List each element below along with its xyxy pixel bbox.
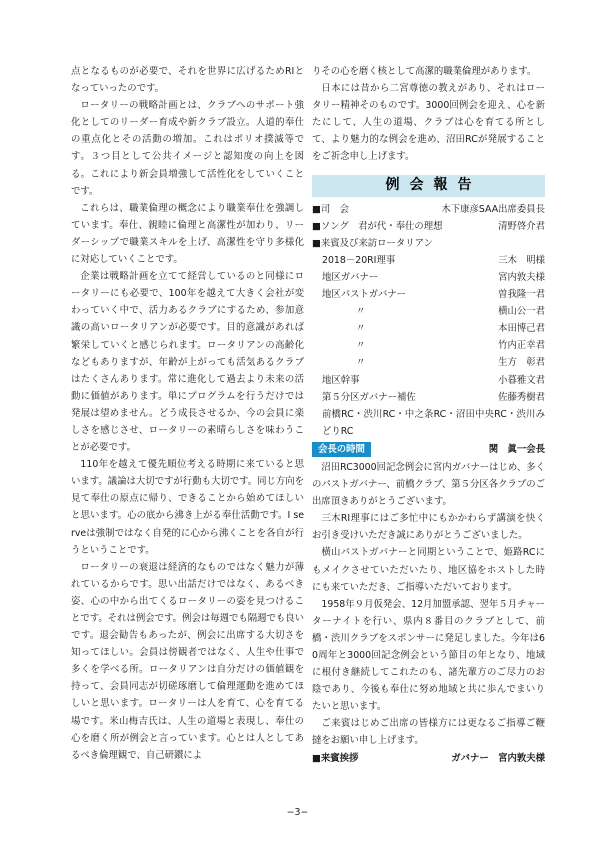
agenda-row — [312, 235, 545, 252]
guest-name: 佐藤秀樹君 — [498, 391, 545, 403]
guest-greeting-speaker: ガバナー 宮内敦夫様 — [451, 752, 545, 764]
banner-title: 例会報告 — [385, 177, 482, 194]
agenda-value: 清野啓介君 — [498, 220, 545, 232]
guest-row — [312, 337, 545, 354]
agenda-label: ■来賓及び来訪ロータリアン — [312, 237, 433, 249]
president-speech — [312, 459, 545, 750]
president-time-label: 会長の時間 — [312, 442, 371, 457]
guest-clubs: 前橋RC・渋川RC・中之条RC・沼田中央RC・渋川みどりRC — [322, 408, 545, 437]
guest-role: 〃 — [356, 323, 366, 335]
left-paragraph: ロータリーの衰退は経済的なものではなく魅力が薄れているからです。思い出話だけではなく、あるべき姿、心の中から出てくるロータリーの姿を見つけることです。それは例会です。例会は毎週でも隔週でも良いです。退会勧告もあったが、例会に出席する大切さを知ってほしい。会員は傍観者ではなく、人生や仕事で多くを学べる所。ロータリアンは自分だけの価値観を持って、会員同志が切磋琢磨して倫理運動を進めてほしいと思います。ロータリーは人を育て、心を育てる場です。米山梅吉氏は、人生の道場と表現し、奉仕の心を磨く所が例会と言っています。心とは人としてあるべき倫理観で、自己研鑚によ — [71, 561, 304, 761]
guest-name: 曽我隆一君 — [498, 289, 545, 301]
guest-role: 地区幹事 — [322, 374, 360, 386]
guest-role: 〃 — [356, 306, 366, 318]
guest-list — [312, 252, 545, 406]
guest-row — [312, 320, 545, 337]
guest-row — [312, 389, 545, 406]
guest-role: 〃 — [356, 357, 366, 369]
left-paragraph: 点となるものが必要で、それを世界に広げるためRIとなっていったのです。 — [71, 66, 304, 95]
president-paragraph: ご来賓はじめご出席の皆様方には更なるご指導ご鞭撻をお願い申し上げます。 — [312, 718, 545, 747]
president-paragraph: 沼田RC3000回記念例会に宮内ガバナーはじめ、多くのパストガバナー、前橋クラブ、第５分区各クラブのご出席頂きありがとうございます。 — [312, 461, 545, 508]
guest-name: 本田博己君 — [498, 323, 545, 335]
agenda-value — [433, 235, 545, 252]
president-paragraph: 横山パストガバナーと同期ということで、姫路RCにもメイクさせていただいたり、地区協をホストした時にも来ていただき、ご指導いただいております。 — [312, 547, 545, 593]
president-paragraph: 1958年９月仮発会、12月加盟承認、翌年５月チャーターナイトを行い、県内８番目のクラブとして、前橋・渋川クラブをスポンサーに発足しました。今年は60周年と3000回記念例会という節目の年となり、地域に根付き継続してこれたのも、諸先輩方のご尽力のお陰であり、今後も奉仕に努め地域と共に歩んでまいりたいと思います。 — [312, 598, 545, 713]
right-paragraph: 日本には昔から二宮尊徳の教えがあり、それはロータリー精神そのものです。3000回例会を迎え、心を新たにして、人生の道場、クラブは心を育てる所として、より魅力的な例会を進め、沼田RCが発展することをご祈念申し上げます。 — [312, 83, 545, 163]
guest-row — [312, 354, 545, 371]
guest-name: 宮内敦夫様 — [498, 271, 545, 283]
president-name: 関 眞一会長 — [488, 443, 545, 455]
guest-role: 2018－20RI理事 — [322, 254, 396, 266]
guest-name: 竹内正幸君 — [498, 340, 545, 352]
left-column — [71, 63, 304, 764]
guest-row — [312, 303, 545, 320]
left-paragraph: 110年を越えて優先順位考える時期に来ていると思います。議論は大切ですが行動も大切です。同じ方向を見て奉仕の原点に帰り、できることから始めてほしいと思います。心の底から沸き上がる奉仕活動です。I serveは強制ではなく自発的に心から沸くことを各自が行うということです。 — [71, 459, 304, 556]
guest-row — [312, 252, 545, 269]
president-paragraph: 三木RI理事にはご多忙中にもかかわらず講演を快くお引き受けいただき誠にありがとうございました。 — [312, 513, 545, 542]
guest-role: 地区パストガバナー — [322, 289, 407, 301]
left-paragraph: 企業は戦略計画を立てて経営しているのと同様にロータリーにも必要で、100年を越えて大きく会社が変わっていく中で、活力あるクラブにするため、参加意識の高いロータリアンが必要です。目的意識があれば繁栄していくと感じられます。ロータリアンの高齢化などもありますが、年齢が上がっても活気あるクラブはたくさんあります。常に進化して過去より未来の活動に価値があります。単にプログラムを行うだけでは発展は望めません。どう成長させるか、今の会員に楽しさを感じさせ、ロータリーの素晴らしさを味わうことが必要です。 — [71, 271, 304, 454]
guest-role: 第５分区ガバナー補佐 — [322, 391, 416, 403]
meeting-report-banner — [312, 175, 545, 197]
right-intro-text — [312, 63, 545, 166]
guest-row — [312, 269, 545, 286]
left-paragraph: ロータリーの戦略計画とは、クラブへのサポート強化としてのリーダー育成や新クラブ設立。人道的奉仕の重点化とその活動の増加。これはポリオ撲滅等です。３つ目として公共イメージと認知度の向上を図る。これにより新会員増強して活性化をしていくことです。 — [71, 100, 304, 197]
agenda-value: 木下康彦SAA出席委員長 — [441, 203, 545, 215]
guest-name: 小暮雅文君 — [498, 374, 545, 386]
guest-role: 〃 — [356, 340, 366, 352]
agenda-row — [312, 218, 545, 235]
guest-name: 生方 彰君 — [498, 357, 545, 369]
president-time-header — [312, 441, 545, 458]
guest-role: 地区ガバナー — [322, 271, 379, 283]
agenda-label: ■司 会 — [312, 203, 349, 215]
guest-name: 横山公一君 — [498, 306, 545, 318]
page-number: −3− — [286, 807, 309, 818]
right-paragraph: りその心を磨く核として高潔的職業倫理があります。 — [312, 66, 537, 77]
agenda-label: ■ソング 君が代・奉仕の理想 — [312, 220, 443, 232]
agenda-list — [312, 201, 545, 252]
agenda-row — [312, 201, 545, 218]
guest-greeting-row — [312, 750, 545, 767]
guest-name: 三木 明様 — [498, 254, 545, 266]
guest-greeting-label: ■来賓挨拶 — [312, 752, 359, 764]
left-paragraph: これらは、職業倫理の概念により職業奉仕を強調しています。奉仕、親睦に倫理と高潔性が加わり、リーダーシップで職業スキルを上げ、高潔性を守り多様化に対応していくことです。 — [71, 202, 304, 266]
right-column — [312, 63, 545, 767]
guest-row — [312, 286, 545, 303]
guest-row — [312, 372, 545, 389]
